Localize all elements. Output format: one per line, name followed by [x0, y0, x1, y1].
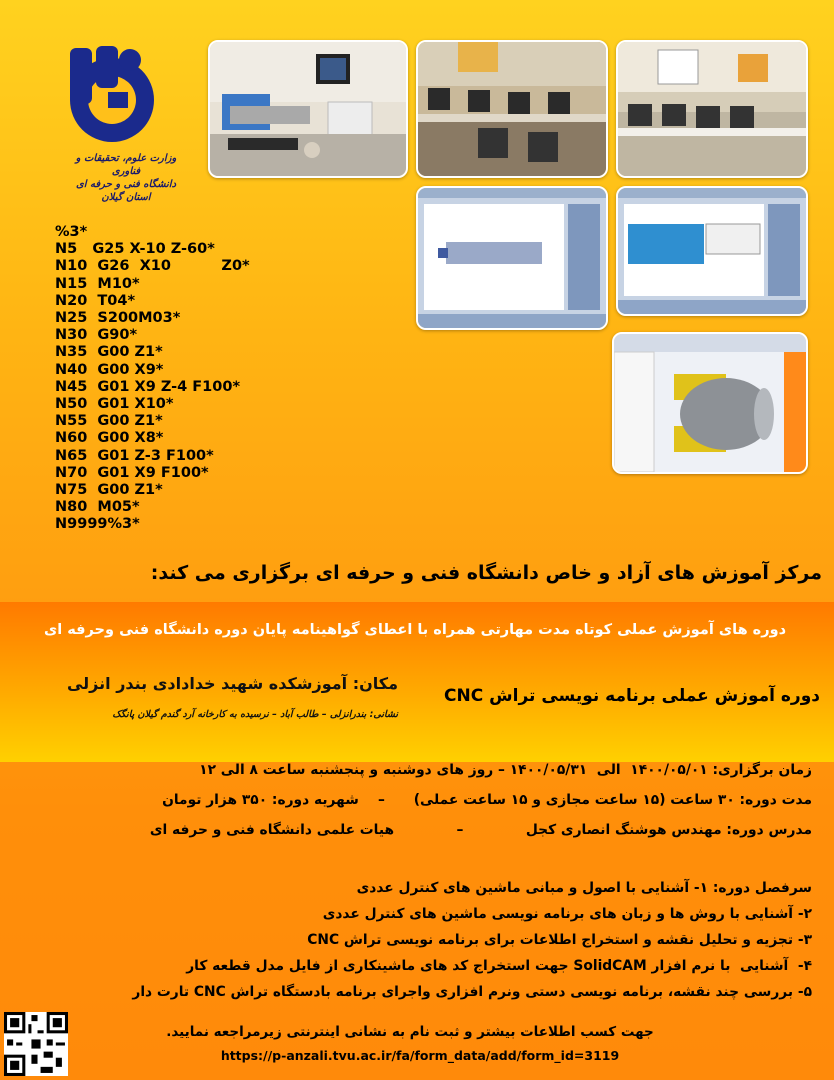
lathe-photo — [208, 40, 408, 178]
duration-text: مدت دوره: ۳۰ ساعت (۱۵ ساعت مجازی و ۱۵ ساعت عملی) – شهریه دوره: ۳۵۰ هزار تومان — [162, 792, 812, 808]
cnc-simulator-screenshot-2 — [616, 186, 808, 316]
syllabus-item: ۲- آشنایی با روش ها و زبان های برنامه نویسی ماشین های کنترل عددی — [322, 906, 812, 922]
gcode-line: N55 G00 Z1* — [55, 413, 163, 430]
cnc-simulator-screenshot-1 — [416, 186, 608, 330]
university-logo — [60, 36, 160, 156]
gcode-program — [55, 224, 250, 534]
gcode-line: N5 G25 X-10 Z-60* — [55, 241, 215, 258]
ministry-caption — [66, 152, 186, 204]
instructor-text: مدرس دوره: مهندس هوشنگ انصاری کجل – هیات علمی دانشگاه فنی و حرفه ای — [149, 822, 812, 838]
main-title: مرکز آموزش های آزاد و خاص دانشگاه فنی و حرفه ای برگزاری می کند: — [150, 562, 822, 584]
schedule-text: زمان برگزاری: ۱۴۰۰/۰۵/۰۱ الی ۱۴۰۰/۰۵/۳۱ – روز های دوشنبه و پنجشنبه ساعت ۸ الی ۱۲ — [199, 762, 812, 778]
ministry-line-1: وزارت علوم، تحقیقات و فناوری — [75, 153, 177, 177]
course-title: دوره آموزش عملی برنامه نویسی تراش CNC — [444, 686, 820, 706]
gcode-line: N40 G00 X9* — [55, 361, 164, 378]
gcode-line: N45 G01 X9 Z-4 F100* — [55, 378, 241, 395]
syllabus-item: ۵- بررسی چند نقشه، برنامه نویسی دستی ونرم افزاری واجرای برنامه بادستگاه تراش CNC تارت دار — [132, 984, 812, 1000]
gcode-line: N50 G01 X10* — [55, 396, 174, 413]
gcode-line: N9999%3* — [55, 516, 140, 533]
syllabus-item: ۴- آشنایی با نرم افزار SolidCAM جهت استخراج کد های ماشینکاری از فایل مدل قطعه کار — [186, 958, 812, 974]
gcode-line: N70 G01 X9 F100* — [55, 464, 209, 481]
qr-code[interactable] — [4, 1012, 68, 1076]
computer-lab-photo-2 — [616, 40, 808, 178]
gcode-line: N15 M10* — [55, 275, 140, 292]
registration-link[interactable]: https://p-anzali.tvu.ac.ir/fa/form_data/add/form_id=3119 — [220, 1048, 620, 1063]
address-text: نشانی: بندرانزلی – طالب آباد – نرسیده به کارخانه آرد گندم گیلان پانگک — [112, 709, 398, 720]
gcode-line: N75 G00 Z1* — [55, 482, 163, 499]
syllabus-item: سرفصل دوره: ۱- آشنایی با اصول و مبانی ماشین های کنترل عددی — [356, 880, 812, 896]
syllabus-item: ۳- تجزیه و تحلیل نقشه و استخراج اطلاعات برای برنامه نویسی تراش CNC — [307, 932, 812, 948]
ministry-line-2: دانشگاه فنی و حرفه ای — [75, 179, 177, 190]
band-text: دوره های آموزش عملی کوتاه مدت مهارتی همراه با اعطای گواهینامه پایان دوره دانشگاه فنی وحرفه ای — [43, 622, 787, 638]
gcode-line: N10 G26 X10 Z0* — [55, 258, 250, 275]
ministry-line-3: استان گیلان — [101, 192, 151, 203]
gcode-line: N65 G01 Z-3 F100* — [55, 447, 214, 464]
gcode-line: N60 G00 X8* — [55, 430, 164, 447]
gcode-line: N30 G90* — [55, 327, 138, 344]
gcode-line: N80 M05* — [55, 499, 140, 516]
solidcam-screenshot — [612, 332, 808, 474]
gcode-line: %3* — [55, 224, 88, 240]
footer-text: جهت کسب اطلاعات بیشتر و ثبت نام به نشانی اینترنتی زیرمراجعه نمایید. — [166, 1024, 654, 1040]
gcode-line: N35 G00 Z1* — [55, 344, 163, 361]
gcode-line: N25 S200M03* — [55, 310, 181, 327]
place-text: مکان: آموزشکده شهید خدادادی بندر انزلی — [66, 674, 398, 693]
gcode-line: N20 T04* — [55, 292, 136, 309]
computer-lab-photo-1 — [416, 40, 608, 178]
